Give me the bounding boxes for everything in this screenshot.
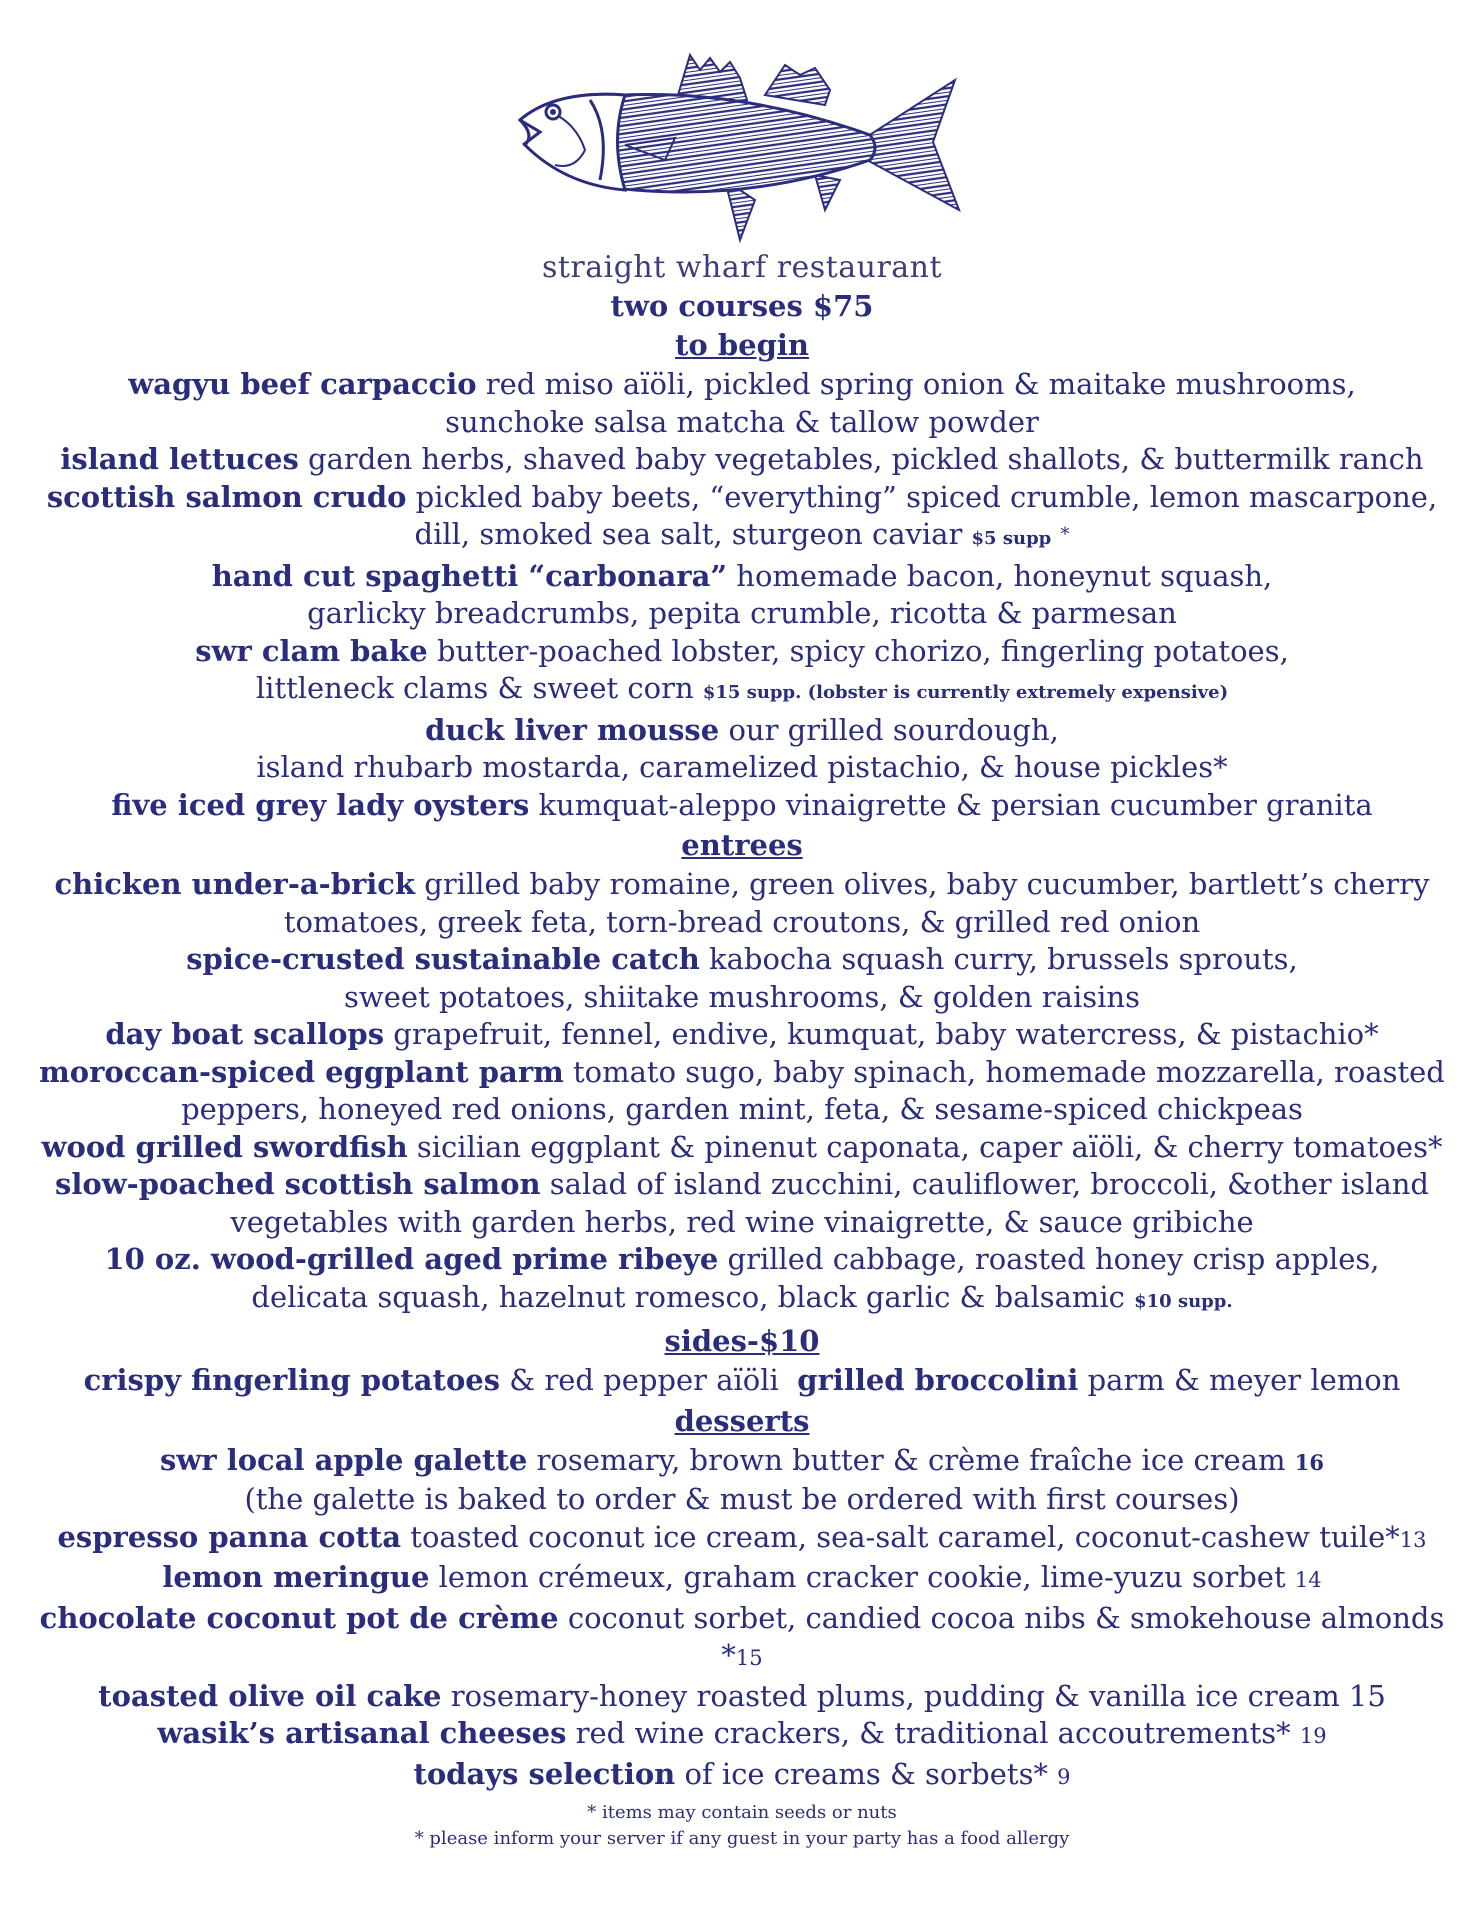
item-price: 15 (735, 1646, 763, 1670)
menu-item (20, 941, 1464, 1016)
item-price: 13 (1399, 1527, 1427, 1552)
item-name: day boat scallops (105, 1017, 385, 1051)
section-heading-sides: sides-$10 (664, 1324, 820, 1358)
item-desc: of ice creams & sorbets* (684, 1756, 1048, 1791)
menu-item (20, 1442, 1464, 1519)
section-heading-entrees: entrees (681, 828, 803, 862)
item-name: wood grilled swordfish (41, 1129, 408, 1164)
item-desc: island rhubarb mostarda, caramelized pistachio, & house pickles* (256, 750, 1228, 784)
menu-item (20, 441, 1464, 479)
item-desc: sweet potatoes, shiitake mushrooms, & golden raisins (344, 979, 1140, 1014)
menu-item (20, 787, 1464, 825)
section-heading-desserts: desserts (674, 1403, 810, 1438)
item-name: hand cut spaghetti “carbonara” (211, 558, 728, 593)
item-desc: coconut sorbet, candied cocoa nibs & smokehouse almonds * (567, 1600, 1445, 1672)
item-desc: pickled baby beets, “everything” spiced crumble, lemon mascarpone, (415, 479, 1438, 514)
item-name: swr clam bake (195, 633, 428, 668)
item-name: grilled broccolini (797, 1363, 1079, 1397)
allergen-note: * items may contain seeds or nuts (587, 1802, 897, 1823)
item-name: five iced grey lady oysters (111, 787, 530, 822)
item-desc: grilled cabbage, roasted honey crisp apples, (727, 1242, 1380, 1276)
menu-item (20, 558, 1464, 633)
item-name: swr local apple galette (160, 1442, 528, 1477)
menu-item (20, 1166, 1464, 1241)
menu-item (20, 479, 1464, 558)
item-price: 9 (1057, 1764, 1071, 1789)
item-desc: toasted coconut ice cream, sea-salt caramel, coconut-cashew tuile* (410, 1519, 1400, 1554)
supplement-price: $5 supp (971, 528, 1052, 549)
item-name: moroccan-spiced eggplant parm (39, 1054, 564, 1089)
item-name: wagyu beef carpaccio (128, 367, 477, 401)
item-name: duck liver mousse (425, 712, 720, 747)
item-desc: kumquat-aleppo vinaigrette & persian cucumber granita (538, 787, 1373, 822)
item-desc: garden herbs, shaved baby vegetables, pickled shallots, & buttermilk ranch (308, 442, 1424, 476)
item-desc: rosemary-honey roasted plums, pudding & vanilla ice cream (450, 1678, 1340, 1713)
item-name: island lettuces (60, 442, 299, 476)
item-desc: our grilled sourdough, (728, 712, 1059, 747)
item-name: scottish salmon crudo (46, 479, 407, 514)
menu-item (20, 712, 1464, 787)
item-desc: grapefruit, fennel, endive, kumquat, baby watercress, & pistachio* (393, 1017, 1379, 1051)
allergy-notice: * please inform your server if any guest in your party has a food allergy (414, 1828, 1070, 1849)
item-desc: salad of island zucchini, cauliflower, broccoli, &other island (549, 1167, 1429, 1201)
item-desc: lemon crémeux, graham cracker cookie, lime-yuzu sorbet (438, 1560, 1286, 1594)
menu-item (20, 1016, 1464, 1054)
item-desc: vegetables with garden herbs, red wine vinaigrette, & sauce gribiche (230, 1204, 1254, 1239)
item-desc: (the galette is baked to order & must be ordered with first courses) (244, 1482, 1240, 1516)
item-name: crispy fingerling potatoes (83, 1363, 501, 1397)
item-desc: red wine crackers, & traditional accoutrements* (575, 1716, 1291, 1750)
fish-logo-icon (515, 50, 965, 250)
menu-item (20, 1600, 1464, 1678)
menu-item (20, 1756, 1464, 1797)
price-line: two courses $75 (610, 289, 874, 323)
menu-item (20, 366, 1464, 441)
item-name: wasik’s artisanal cheeses (157, 1716, 567, 1750)
item-name: todays selection (413, 1756, 676, 1791)
item-desc: peppers, honeyed red onions, garden mint, feta, & sesame-spiced chickpeas (181, 1092, 1303, 1126)
allergen-star: * (1060, 524, 1070, 545)
item-desc: sunchoke salsa matcha & tallow powder (445, 404, 1039, 439)
item-desc: littleneck clams & sweet corn (255, 671, 694, 705)
item-name: spice-crusted sustainable catch (186, 942, 700, 976)
restaurant-name: straight wharf restaurant (541, 250, 943, 285)
item-desc: delicata squash, hazelnut romesco, black garlic & balsamic (251, 1279, 1125, 1314)
menu-item (20, 866, 1464, 941)
menu-body (20, 324, 1464, 1852)
menu-item (20, 1241, 1464, 1320)
item-price: 15 (1348, 1678, 1386, 1713)
item-price: 19 (1299, 1724, 1327, 1748)
item-desc: tomatoes, greek feta, torn-bread croutons, & grilled red onion (283, 904, 1201, 939)
item-price: 16 (1294, 1449, 1324, 1475)
item-desc: garlicky breadcrumbs, pepita crumble, ricotta & parmesan (307, 596, 1177, 630)
item-desc: red miso aïöli, pickled spring onion & maitake mushrooms, (485, 367, 1356, 401)
item-price: 14 (1294, 1568, 1322, 1592)
section-heading-to-begin: to begin (675, 328, 809, 362)
item-name: chicken under-a-brick (54, 867, 416, 901)
item-desc: tomato sugo, baby spinach, homemade mozzarella, roasted (573, 1054, 1445, 1089)
item-name: toasted olive oil cake (98, 1678, 442, 1713)
supplement-price: $15 supp. (lobster is currently extremely expensive) (702, 682, 1229, 703)
item-name: slow-poached scottish salmon (55, 1167, 541, 1201)
item-desc: dill, smoked sea salt, sturgeon caviar (414, 517, 963, 551)
menu-item (20, 1362, 1464, 1400)
item-desc: kabocha squash curry, brussels sprouts, (709, 942, 1298, 976)
supplement-price: $10 supp. (1134, 1290, 1233, 1312)
item-name: 10 oz. wood-grilled aged prime ribeye (104, 1242, 719, 1276)
item-desc: homemade bacon, honeynut squash, (736, 558, 1273, 593)
item-name: espresso panna cotta (57, 1519, 402, 1554)
menu-item (20, 1715, 1464, 1756)
item-desc: parm & meyer lemon (1087, 1363, 1401, 1397)
menu-item (20, 1519, 1464, 1560)
item-name: chocolate coconut pot de crème (39, 1600, 559, 1635)
menu-item (20, 1559, 1464, 1600)
menu-item (20, 1054, 1464, 1129)
item-name: lemon meringue (162, 1560, 430, 1594)
item-desc: & red pepper aïöli (509, 1363, 779, 1397)
item-desc: butter-poached lobster, spicy chorizo, fingerling potatoes, (436, 633, 1289, 668)
item-desc: rosemary, brown butter & crème fraîche ice cream (536, 1442, 1286, 1477)
item-desc: sicilian eggplant & pinenut caponata, caper aïöli, & cherry tomatoes* (416, 1129, 1443, 1164)
menu-item (20, 1129, 1464, 1167)
menu-item (20, 1678, 1464, 1716)
menu-item (20, 633, 1464, 712)
item-desc: grilled baby romaine, green olives, baby cucumber, bartlett’s cherry (424, 867, 1430, 901)
